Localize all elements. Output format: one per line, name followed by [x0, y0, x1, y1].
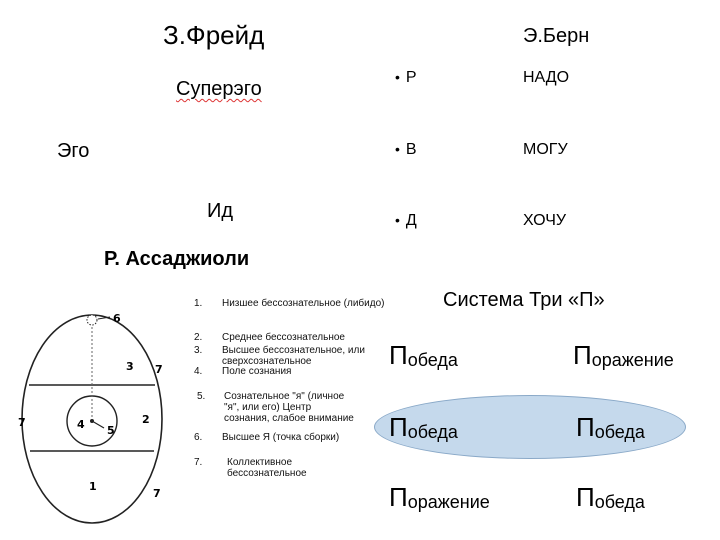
diagram-label-4: 4 [77, 418, 85, 431]
legend-num: 1. [194, 298, 203, 309]
egg-diagram [10, 305, 175, 530]
higher-self-star-icon [87, 315, 97, 325]
diagram-label-7-left: 7 [18, 416, 26, 429]
berne-row-2 [395, 141, 417, 159]
diagram-label-3: 3 [126, 360, 134, 373]
self-pointer [92, 421, 104, 428]
legend-text: Среднее бессознательное [222, 332, 345, 343]
berne-meaning-2: МОГУ [523, 141, 568, 158]
legend-text: Поле сознания [222, 366, 292, 377]
freud-title: З.Фрейд [163, 20, 265, 50]
legend-num: 6. [194, 432, 203, 443]
three-p-cell: Победа [576, 412, 645, 442]
berne-letter: Р [405, 69, 417, 86]
legend-text: Сознательное "я" (личное "я", или его) Центр сознания, слабое внимание [224, 391, 354, 424]
berne-meaning-3: ХОЧУ [523, 212, 567, 229]
legend-num: 7. [194, 457, 203, 468]
legend-text: Коллективное бессознательное [227, 457, 307, 479]
superego-label: Суперэго [176, 78, 262, 100]
legend-num: 3. [194, 345, 203, 356]
diagram-label-7-lower: 7 [153, 487, 161, 500]
legend-num: 5. [197, 391, 206, 402]
ego-label: Эго [57, 140, 90, 162]
legend-text: Высшее бессознательное, или сверхсознательное [222, 345, 365, 367]
bullet-icon: • [395, 212, 400, 228]
diagram-label-6: 6 [113, 312, 121, 325]
berne-row-1 [395, 69, 417, 87]
berne-meaning-1: НАДО [523, 69, 570, 86]
diagram-label-5: 5 [107, 424, 115, 437]
legend-num: 4. [194, 366, 203, 377]
berne-letter: В [405, 141, 417, 158]
berne-title: Э.Берн [523, 25, 590, 47]
id-label: Ид [207, 200, 234, 222]
diagram-label-7-upper: 7 [155, 363, 163, 376]
berne-letter: Д [405, 212, 417, 229]
diagram-label-2: 2 [142, 413, 150, 426]
three-p-cell: Победа [389, 340, 458, 370]
berne-row-3 [395, 212, 417, 230]
bullet-icon: • [395, 141, 400, 157]
three-p-cell: Поражение [389, 482, 490, 512]
three-p-cell: Победа [389, 412, 458, 442]
legend-text: Низшее бессознательное (либидо) [222, 298, 385, 309]
legend-text: Высшее Я (точка сборки) [222, 432, 340, 443]
legend-num: 2. [194, 332, 203, 343]
diagram-label-1: 1 [89, 480, 97, 493]
three-p-cell: Поражение [573, 340, 674, 370]
assagioli-title: Р. Ассаджиоли [104, 248, 250, 270]
bullet-icon: • [395, 69, 400, 85]
three-p-title: Система Три «П» [443, 289, 605, 311]
three-p-cell: Победа [576, 482, 645, 512]
